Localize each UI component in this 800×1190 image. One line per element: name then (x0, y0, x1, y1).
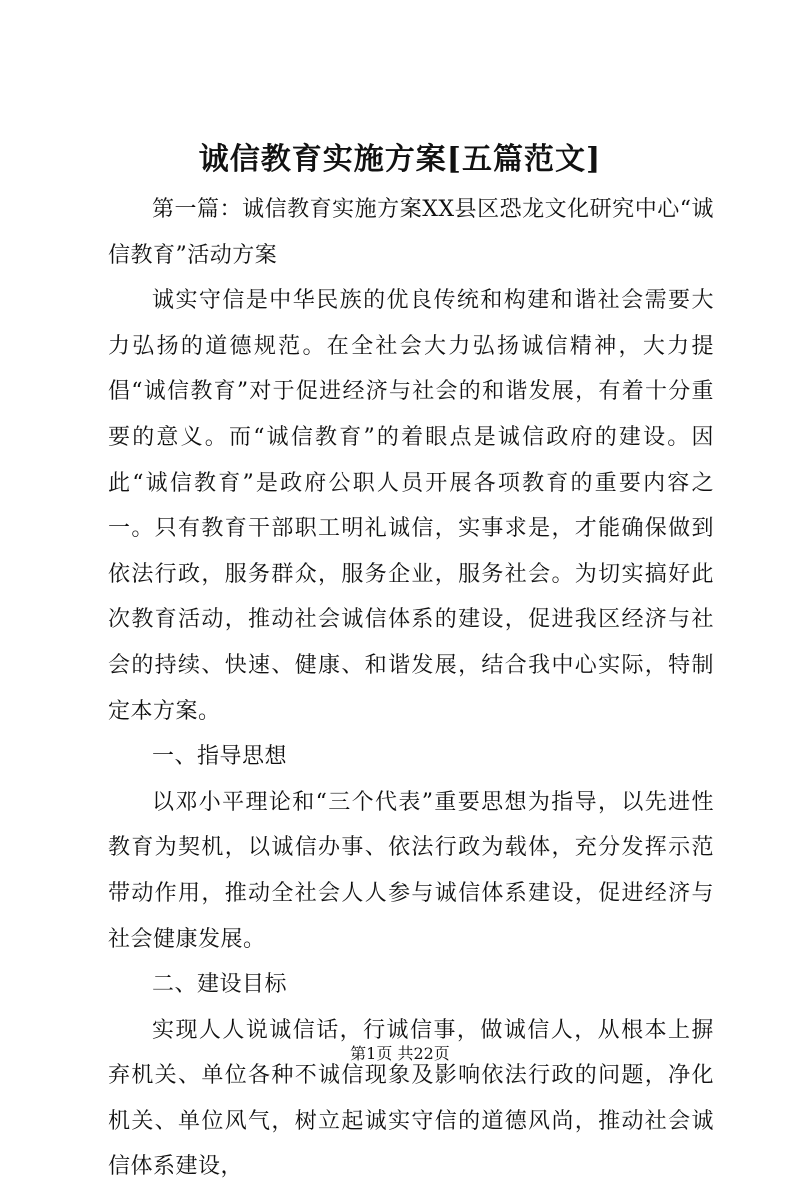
paragraph-construction-goals: 实现人人说诚信话，行诚信事，做诚信人，从根本上摒弃机关、单位各种不诚信现象及影响依法行政的问题，净化机关、单位风气，树立起诚实守信的道德风尚，推动社会诚信体系建设， (108, 1017, 714, 1180)
document-body (108, 187, 714, 1190)
paragraph-guiding-ideology: 以邓小平理论和“三个代表”重要思想为指导，以先进性教育为契机，以诚信办事、依法行政为载体，充分发挥示范带动作用，推动全社会人人参与诚信体系建设，促进经济与社会健康发展。 (108, 789, 714, 952)
paragraph-heading-first-article: 第一篇：诚信教育实施方案XX县区恐龙文化研究中心“诚信教育”活动方案 (108, 197, 714, 268)
document-title: 诚信教育实施方案[五篇范文] (198, 142, 602, 177)
paragraph-intro: 诚实守信是中华民族的优良传统和构建和谐社会需要大力弘扬的道德规范。在全社会大力弘扬诚信精神，大力提倡“诚信教育”对于促进经济与社会的和谐发展，有着十分重要的意义。而“诚信教育”的着眼点是诚信政府的建设。因此“诚信教育”是政府公职人员开展各项教育的重要内容之一。只有教育干部职工明礼诚信，实事求是，才能确保做到依法行政，服务群众，服务企业，服务社会。为切实搞好此次教育活动，推动社会诚信体系的建设，促进我区经济与社会的持续、快速、健康、和谐发展，结合我中心实际，特制定本方案。 (108, 288, 714, 724)
section-heading-guiding-ideology: 一、指导思想 (152, 744, 288, 770)
page-number-footer: 第1页 共22页 (350, 1044, 450, 1063)
section-heading-construction-goals: 二、建设目标 (152, 972, 288, 998)
